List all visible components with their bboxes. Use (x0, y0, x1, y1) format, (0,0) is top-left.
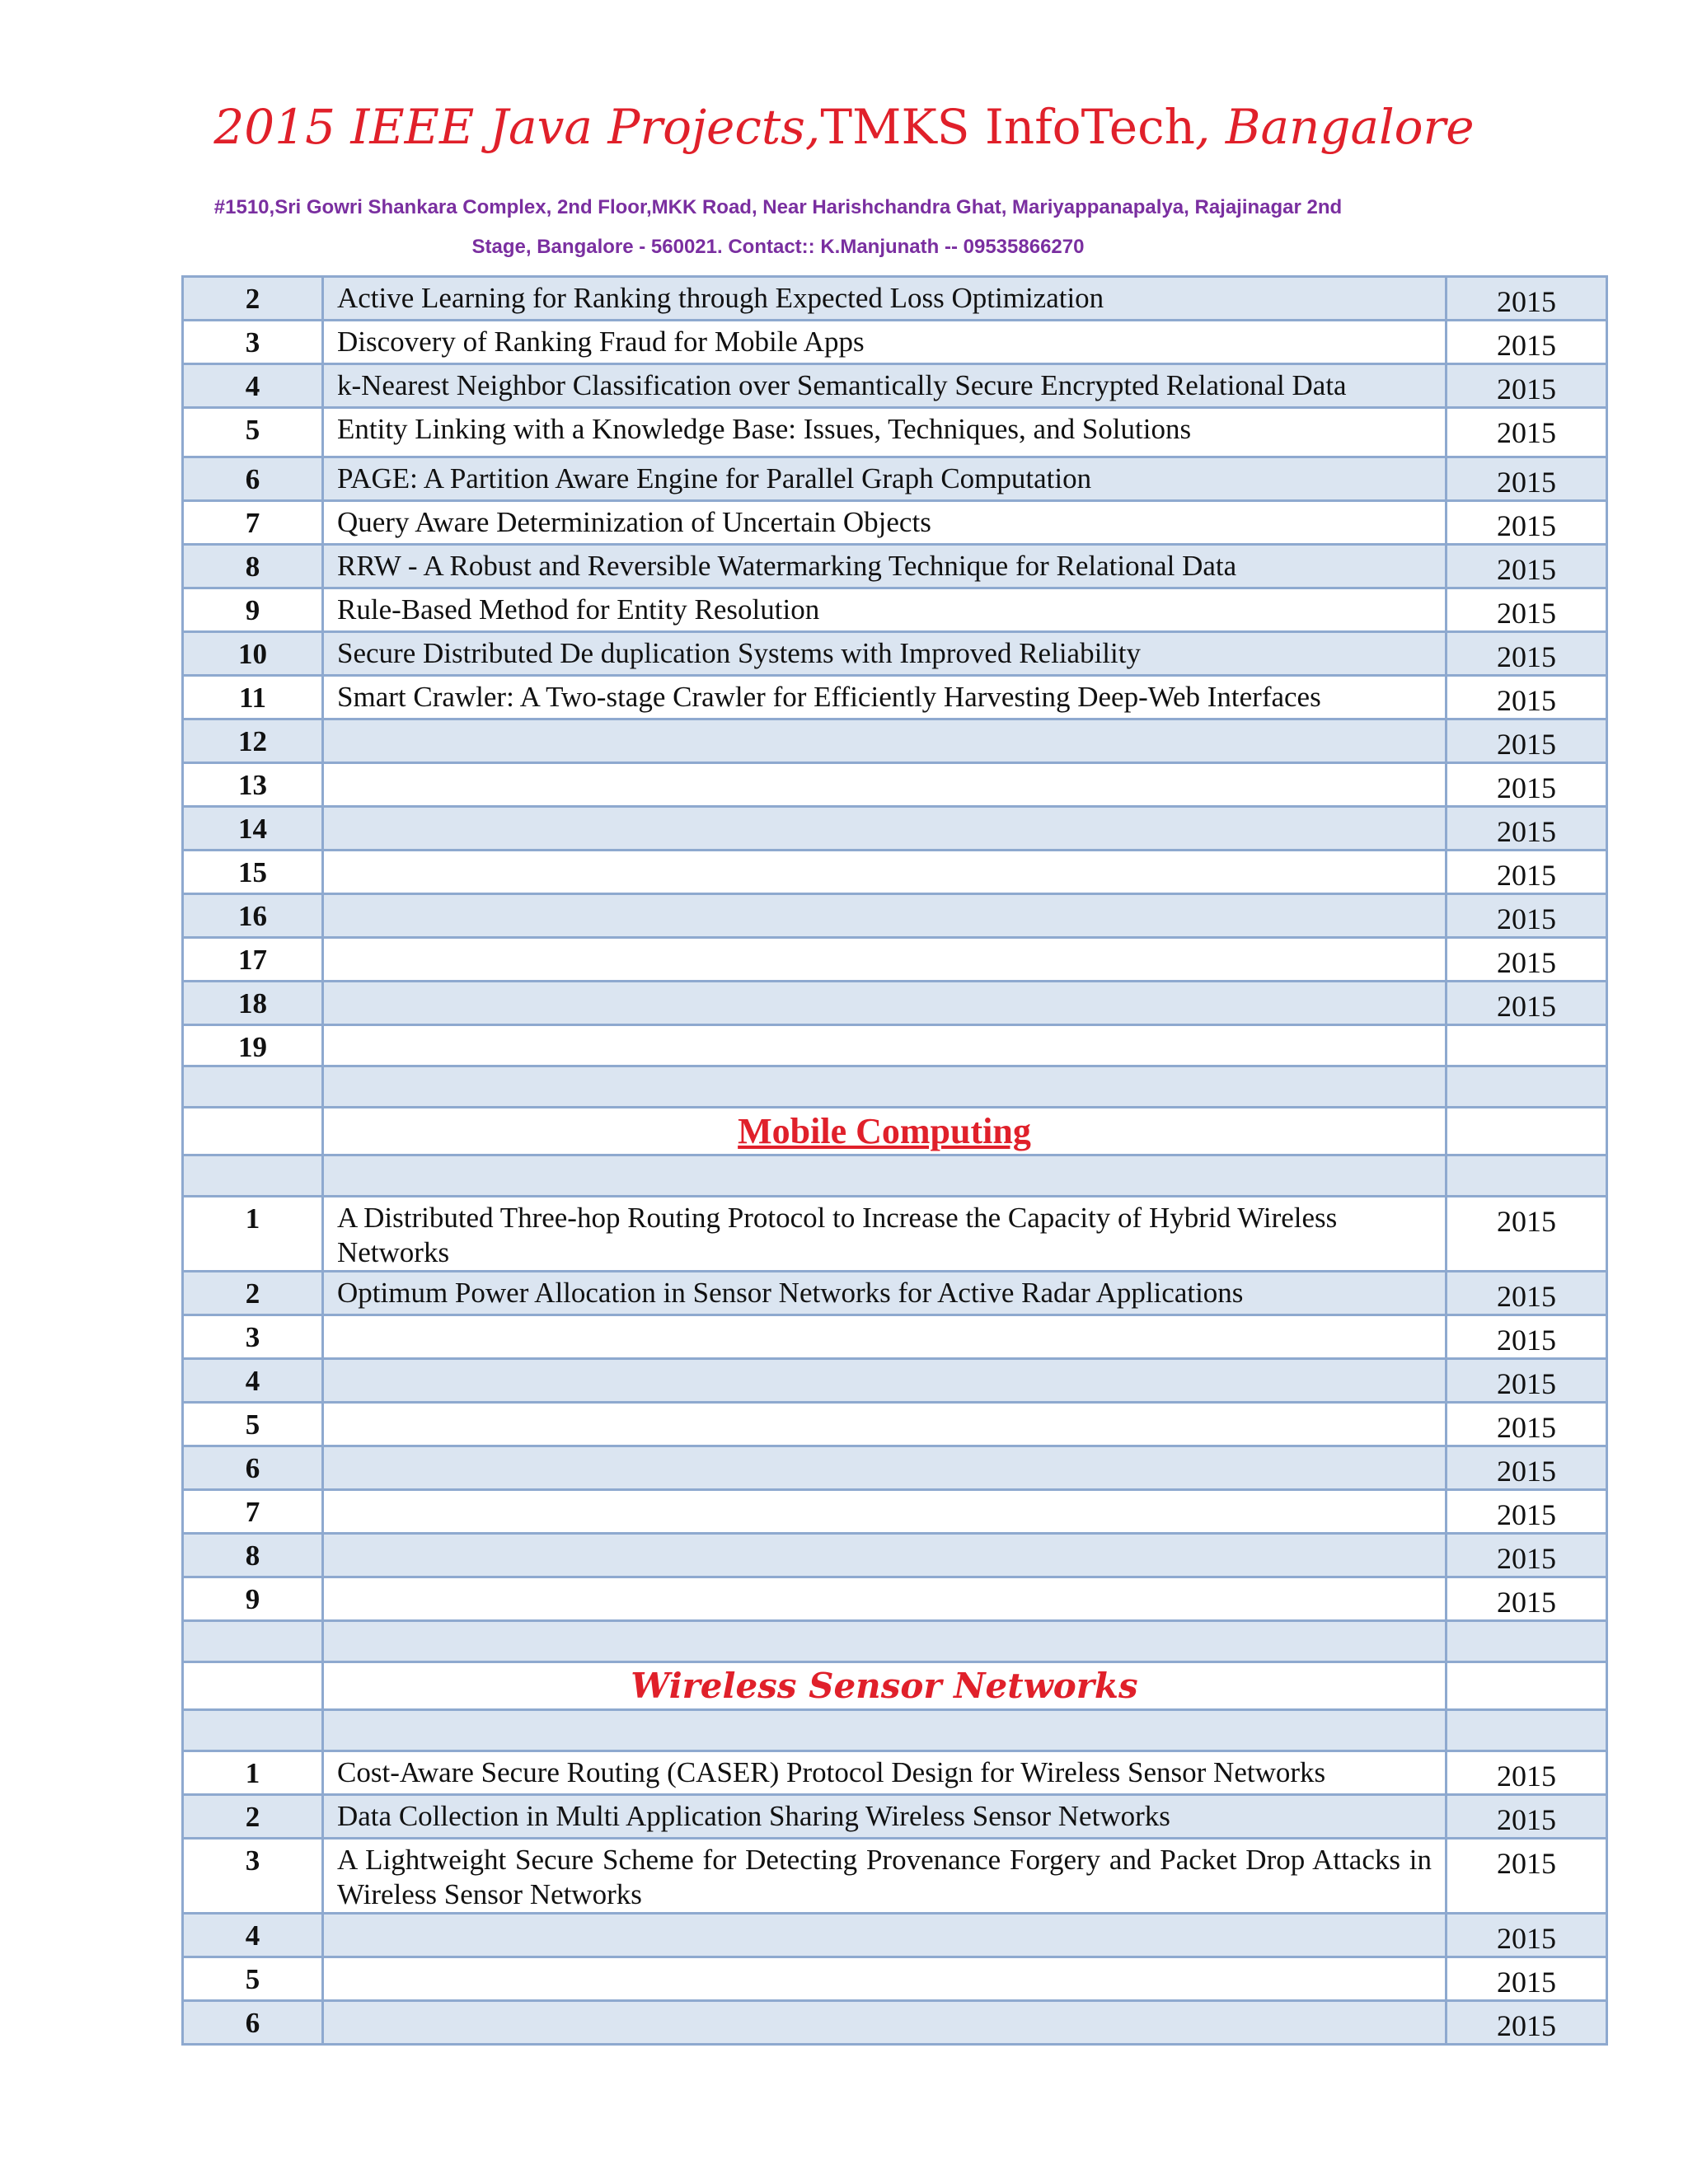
row-topic (323, 763, 1447, 807)
spacer-cell (183, 1155, 323, 1197)
section-heading-row (183, 1662, 1607, 1710)
row-number: 3 (183, 1839, 323, 1914)
row-year: 2015 (1447, 457, 1607, 501)
spacer-cell (1447, 1066, 1607, 1108)
row-topic: Data Collection in Multi Application Sharing Wireless Sensor Networks (323, 1795, 1447, 1839)
row-topic: A Distributed Three-hop Routing Protocol to Increase the Capacity of Hybrid Wireless Networks (323, 1197, 1447, 1272)
row-topic: RRW - A Robust and Reversible Watermarking Technique for Relational Data (323, 545, 1447, 588)
table-row (183, 1403, 1607, 1446)
section-heading (323, 1662, 1447, 1710)
row-topic (323, 982, 1447, 1025)
row-topic (323, 1315, 1447, 1359)
table-row (183, 676, 1607, 719)
section-title: Wireless Sensor Networks (631, 1666, 1138, 1706)
section-heading-row (183, 1108, 1607, 1155)
row-year: 2015 (1447, 1751, 1607, 1795)
table-row (183, 1839, 1607, 1914)
page-title (0, 99, 1688, 155)
row-number: 4 (183, 1914, 323, 1957)
row-number: 7 (183, 1490, 323, 1534)
table-row (183, 1490, 1607, 1534)
spacer-cell (183, 1108, 323, 1155)
row-number: 2 (183, 277, 323, 321)
row-number: 15 (183, 851, 323, 894)
row-year: 2015 (1447, 588, 1607, 632)
table-row (183, 1795, 1607, 1839)
row-number: 14 (183, 807, 323, 851)
row-year: 2015 (1447, 1957, 1607, 2001)
table-row (183, 1025, 1607, 1066)
row-year: 2015 (1447, 1839, 1607, 1914)
row-year: 2015 (1447, 1577, 1607, 1621)
row-number: 9 (183, 1577, 323, 1621)
row-topic: Rule-Based Method for Entity Resolution (323, 588, 1447, 632)
table-row (183, 321, 1607, 364)
row-number: 13 (183, 763, 323, 807)
row-topic (323, 851, 1447, 894)
row-number: 12 (183, 719, 323, 763)
spacer-cell (183, 1662, 323, 1710)
spacer-cell (1447, 1155, 1607, 1197)
row-year: 2015 (1447, 1534, 1607, 1577)
row-topic (323, 894, 1447, 938)
table-row (183, 501, 1607, 545)
row-number: 2 (183, 1795, 323, 1839)
table-row (183, 982, 1607, 1025)
row-year: 2015 (1447, 1272, 1607, 1315)
table-row (183, 807, 1607, 851)
row-number: 4 (183, 1359, 323, 1403)
row-year: 2015 (1447, 277, 1607, 321)
row-topic: Discovery of Ranking Fraud for Mobile Apps (323, 321, 1447, 364)
section-title: Mobile Computing (738, 1111, 1031, 1151)
table-row (183, 1315, 1607, 1359)
row-year: 2015 (1447, 676, 1607, 719)
spacer-row (183, 1710, 1607, 1751)
table-row (183, 364, 1607, 408)
row-topic (323, 1446, 1447, 1490)
row-topic: Query Aware Determinization of Uncertain Objects (323, 501, 1447, 545)
row-year: 2015 (1447, 1359, 1607, 1403)
spacer-cell (1447, 1662, 1607, 1710)
row-topic (323, 1359, 1447, 1403)
row-number: 3 (183, 1315, 323, 1359)
row-number: 7 (183, 501, 323, 545)
row-number: 8 (183, 1534, 323, 1577)
row-year: 2015 (1447, 545, 1607, 588)
spacer-row (183, 1621, 1607, 1662)
table-row (183, 588, 1607, 632)
projects-table (181, 275, 1608, 2046)
spacer-cell (323, 1710, 1447, 1751)
row-number: 5 (183, 408, 323, 457)
row-topic: Smart Crawler: A Two-stage Crawler for Efficiently Harvesting Deep-Web Interfaces (323, 676, 1447, 719)
row-number: 16 (183, 894, 323, 938)
row-topic (323, 1490, 1447, 1534)
row-number: 6 (183, 1446, 323, 1490)
row-year: 2015 (1447, 364, 1607, 408)
row-number: 18 (183, 982, 323, 1025)
table-row (183, 1534, 1607, 1577)
row-year: 2015 (1447, 938, 1607, 982)
spacer-cell (323, 1621, 1447, 1662)
table-row (183, 457, 1607, 501)
table-row (183, 545, 1607, 588)
table-row (183, 1751, 1607, 1795)
address-line-2: Stage, Bangalore - 560021. Contact:: K.Manjunath -- 09535866270 (471, 236, 1085, 258)
row-year: 2015 (1447, 982, 1607, 1025)
row-year: 2015 (1447, 632, 1607, 676)
row-topic (323, 1577, 1447, 1621)
row-year: 2015 (1447, 1197, 1607, 1272)
table-row (183, 851, 1607, 894)
row-year: 2015 (1447, 1490, 1607, 1534)
row-number: 19 (183, 1025, 323, 1066)
row-year (1447, 1025, 1607, 1066)
spacer-cell (183, 1621, 323, 1662)
row-number: 1 (183, 1197, 323, 1272)
row-topic: Cost-Aware Secure Routing (CASER) Protocol Design for Wireless Sensor Networks (323, 1751, 1447, 1795)
spacer-cell (1447, 1710, 1607, 1751)
row-number: 9 (183, 588, 323, 632)
row-topic: k-Nearest Neighbor Classification over Semantically Secure Encrypted Relational Data (323, 364, 1447, 408)
row-topic (323, 1957, 1447, 2001)
row-number: 1 (183, 1751, 323, 1795)
table-row (183, 1359, 1607, 1403)
row-year: 2015 (1447, 2001, 1607, 2045)
title-projects: 2015 IEEE Java Projects, (213, 99, 821, 155)
row-number: 17 (183, 938, 323, 982)
row-number: 3 (183, 321, 323, 364)
table-row (183, 894, 1607, 938)
row-year: 2015 (1447, 1446, 1607, 1490)
row-number: 5 (183, 1403, 323, 1446)
row-number: 5 (183, 1957, 323, 2001)
row-topic: Secure Distributed De duplication Systems with Improved Reliability (323, 632, 1447, 676)
title-separator: , (1194, 99, 1226, 155)
table-row (183, 938, 1607, 982)
table-row (183, 1914, 1607, 1957)
row-topic: Active Learning for Ranking through Expected Loss Optimization (323, 277, 1447, 321)
row-year: 2015 (1447, 1795, 1607, 1839)
section-heading (323, 1108, 1447, 1155)
row-topic (323, 1025, 1447, 1066)
row-year: 2015 (1447, 501, 1607, 545)
table-row (183, 719, 1607, 763)
row-number: 4 (183, 364, 323, 408)
spacer-cell (323, 1066, 1447, 1108)
row-year: 2015 (1447, 1914, 1607, 1957)
table-row (183, 1957, 1607, 2001)
row-number: 10 (183, 632, 323, 676)
row-number: 6 (183, 457, 323, 501)
table-row (183, 277, 1607, 321)
row-topic: A Lightweight Secure Scheme for Detecting Provenance Forgery and Packet Drop Attacks in Wireless Sensor Networks (323, 1839, 1447, 1914)
table-row (183, 763, 1607, 807)
row-year: 2015 (1447, 321, 1607, 364)
spacer-cell (183, 1066, 323, 1108)
spacer-cell (1447, 1108, 1607, 1155)
row-topic (323, 2001, 1447, 2045)
table-row (183, 1197, 1607, 1272)
row-year: 2015 (1447, 408, 1607, 457)
row-number: 6 (183, 2001, 323, 2045)
row-year: 2015 (1447, 719, 1607, 763)
address-line-1: #1510,Sri Gowri Shankara Complex, 2nd Floor,MKK Road, Near Harishchandra Ghat, Mariyappanapalya, Rajajinagar 2nd (213, 196, 1343, 218)
spacer-cell (323, 1155, 1447, 1197)
spacer-cell (1447, 1621, 1607, 1662)
row-number: 11 (183, 676, 323, 719)
row-topic (323, 938, 1447, 982)
title-company: TMKS InfoTech (820, 99, 1195, 155)
row-year: 2015 (1447, 894, 1607, 938)
row-topic (323, 1534, 1447, 1577)
row-topic: Entity Linking with a Knowledge Base: Issues, Techniques, and Solutions (323, 408, 1447, 457)
table-row (183, 408, 1607, 457)
row-topic: Optimum Power Allocation in Sensor Networks for Active Radar Applications (323, 1272, 1447, 1315)
table-row (183, 632, 1607, 676)
row-topic: PAGE: A Partition Aware Engine for Parallel Graph Computation (323, 457, 1447, 501)
row-topic (323, 719, 1447, 763)
row-year: 2015 (1447, 1315, 1607, 1359)
table-row (183, 1272, 1607, 1315)
row-year: 2015 (1447, 1403, 1607, 1446)
row-topic (323, 1914, 1447, 1957)
row-year: 2015 (1447, 763, 1607, 807)
spacer-cell (183, 1710, 323, 1751)
table-row (183, 2001, 1607, 2045)
row-number: 2 (183, 1272, 323, 1315)
table-row (183, 1446, 1607, 1490)
title-city: Bangalore (1225, 99, 1475, 155)
row-number: 8 (183, 545, 323, 588)
table-row (183, 1577, 1607, 1621)
row-year: 2015 (1447, 851, 1607, 894)
spacer-row (183, 1066, 1607, 1108)
row-topic (323, 807, 1447, 851)
spacer-row (183, 1155, 1607, 1197)
row-year: 2015 (1447, 807, 1607, 851)
row-topic (323, 1403, 1447, 1446)
